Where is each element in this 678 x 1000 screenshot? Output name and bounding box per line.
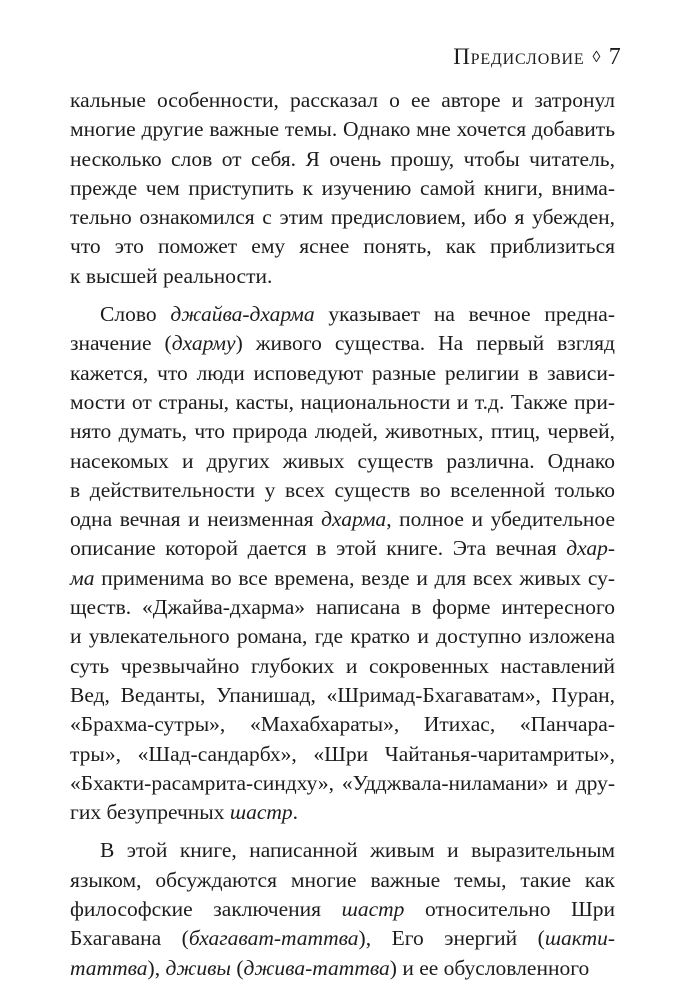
body-text [70,86,615,983]
diamond-ornament-icon: ◊ [592,49,601,66]
text-run: одна вечная и неизменная [70,507,322,532]
text-line [70,329,615,358]
text-run: несколько слов от себя. Я очень прошу, чтобы читатель, [70,146,615,171]
text-run: «Брахма-сутры», «Махабхараты», Итихас, «Панчара- [70,712,615,737]
text-line [70,564,615,593]
text-run: языком, обсуждаются многие важные темы, такие как [70,867,615,892]
text-run: Бхагавана ( [70,926,189,951]
text-run: ) живого существа. На первый взгляд [235,331,615,356]
text-run: гих безупречных [70,800,230,825]
text-run: значение ( [70,331,172,356]
text-line [70,534,615,563]
text-run: применима во все времена, везде и для всех живых су- [94,565,615,590]
text-run: философские заключения [70,897,342,922]
page-number: 7 [608,44,621,70]
text-line [70,836,615,865]
paragraph [70,86,615,291]
text-run: насекомых и других живых существ различна. Однако [70,448,615,473]
text-run: Слово [100,302,171,327]
text-run: и увлекательного романа, где кратко и доступно изложена [70,624,615,649]
text-line [70,740,615,769]
text-line [70,203,615,232]
text-run: описание которой дается в этой книге. Эта вечная [70,536,567,561]
italic-term: дхарма [321,507,387,532]
text-run: кажется, что люди исповедуют разные религии в зависи- [70,360,615,385]
text-line [70,359,615,388]
text-run: мости от страны, касты, национальности и т.д. Также при- [70,389,615,414]
text-line [70,115,615,144]
text-run: Вед, Веданты, Упанишад, «Шримад-Бхагаватам», Пуран, [70,682,615,707]
paragraph [70,300,615,827]
text-run: кальные особенности, рассказал о ее авторе и затронул [70,88,615,112]
text-run: суть чрезвычайно глубоких и сокровенных наставлений [70,653,615,678]
italic-term: ма [70,565,95,590]
text-run: в действительности у всех существ во вселенной только [70,477,615,502]
text-line [70,388,615,417]
text-line [70,300,615,329]
text-line [70,895,615,924]
text-line [70,232,615,261]
italic-term: дживы [165,955,231,980]
paragraph-gap [70,291,615,300]
text-line [70,593,615,622]
italic-term: джайва-дхарма [170,302,315,327]
chapter-title: Предисловие [453,44,585,69]
text-line [70,710,615,739]
text-run: «Бхакти-расамрита-синдху», «Удджвала-ниламани» и дру- [70,770,615,795]
italic-term: дхарму [171,331,236,356]
italic-term: таттва [70,955,148,980]
text-run: ), [147,955,166,980]
text-run: . [292,800,299,825]
italic-term: дхар- [566,536,615,561]
text-line [70,954,615,983]
running-head [453,44,621,71]
text-run: к высшей реальности. [70,263,273,288]
text-run: указывает на вечное предна- [314,302,615,327]
paragraph [70,836,615,982]
text-run: ( [230,955,244,980]
text-line [70,769,615,798]
text-run: что это поможет ему яснее понять, как приблизиться [70,234,615,259]
italic-term: джива-таттва [243,955,390,980]
text-run: ) и ее обусловленного [389,955,590,980]
text-line [70,924,615,953]
text-run: ществ. «Джайва-дхарма» написана в форме интересного [70,595,615,620]
text-line [70,145,615,174]
text-line [70,86,615,115]
italic-term: шастр [341,897,405,922]
text-line [70,174,615,203]
text-run: многие другие важные темы. Однако мне хочется добавить [70,117,615,142]
text-line [70,447,615,476]
text-line [70,866,615,895]
text-run: В этой книге, написанной живым и выразительным [100,838,615,863]
text-line [70,262,615,291]
text-run: прежде чем приступить к изучению самой книги, внима- [70,175,615,200]
text-run: нято думать, что природа людей, животных, птиц, червей, [70,419,615,444]
text-run: , полное и убедительное [386,507,615,532]
text-run: относительно Шри [404,897,615,922]
paragraph-gap [70,827,615,836]
text-line [70,622,615,651]
text-run: ), Его энергий ( [358,926,545,951]
text-line [70,417,615,446]
text-line [70,505,615,534]
text-line [70,681,615,710]
italic-term: шастр [229,800,293,825]
text-line [70,476,615,505]
text-run: тельно ознакомился с этим предисловием, ибо я убежден, [70,205,615,230]
text-line [70,652,615,681]
text-line [70,798,615,827]
italic-term: бхагават-таттва [188,926,359,951]
italic-term: шакти- [544,926,616,951]
text-run: тры», «Шад-сандарбх», «Шри Чайтанья-чаритамриты», [70,741,615,766]
